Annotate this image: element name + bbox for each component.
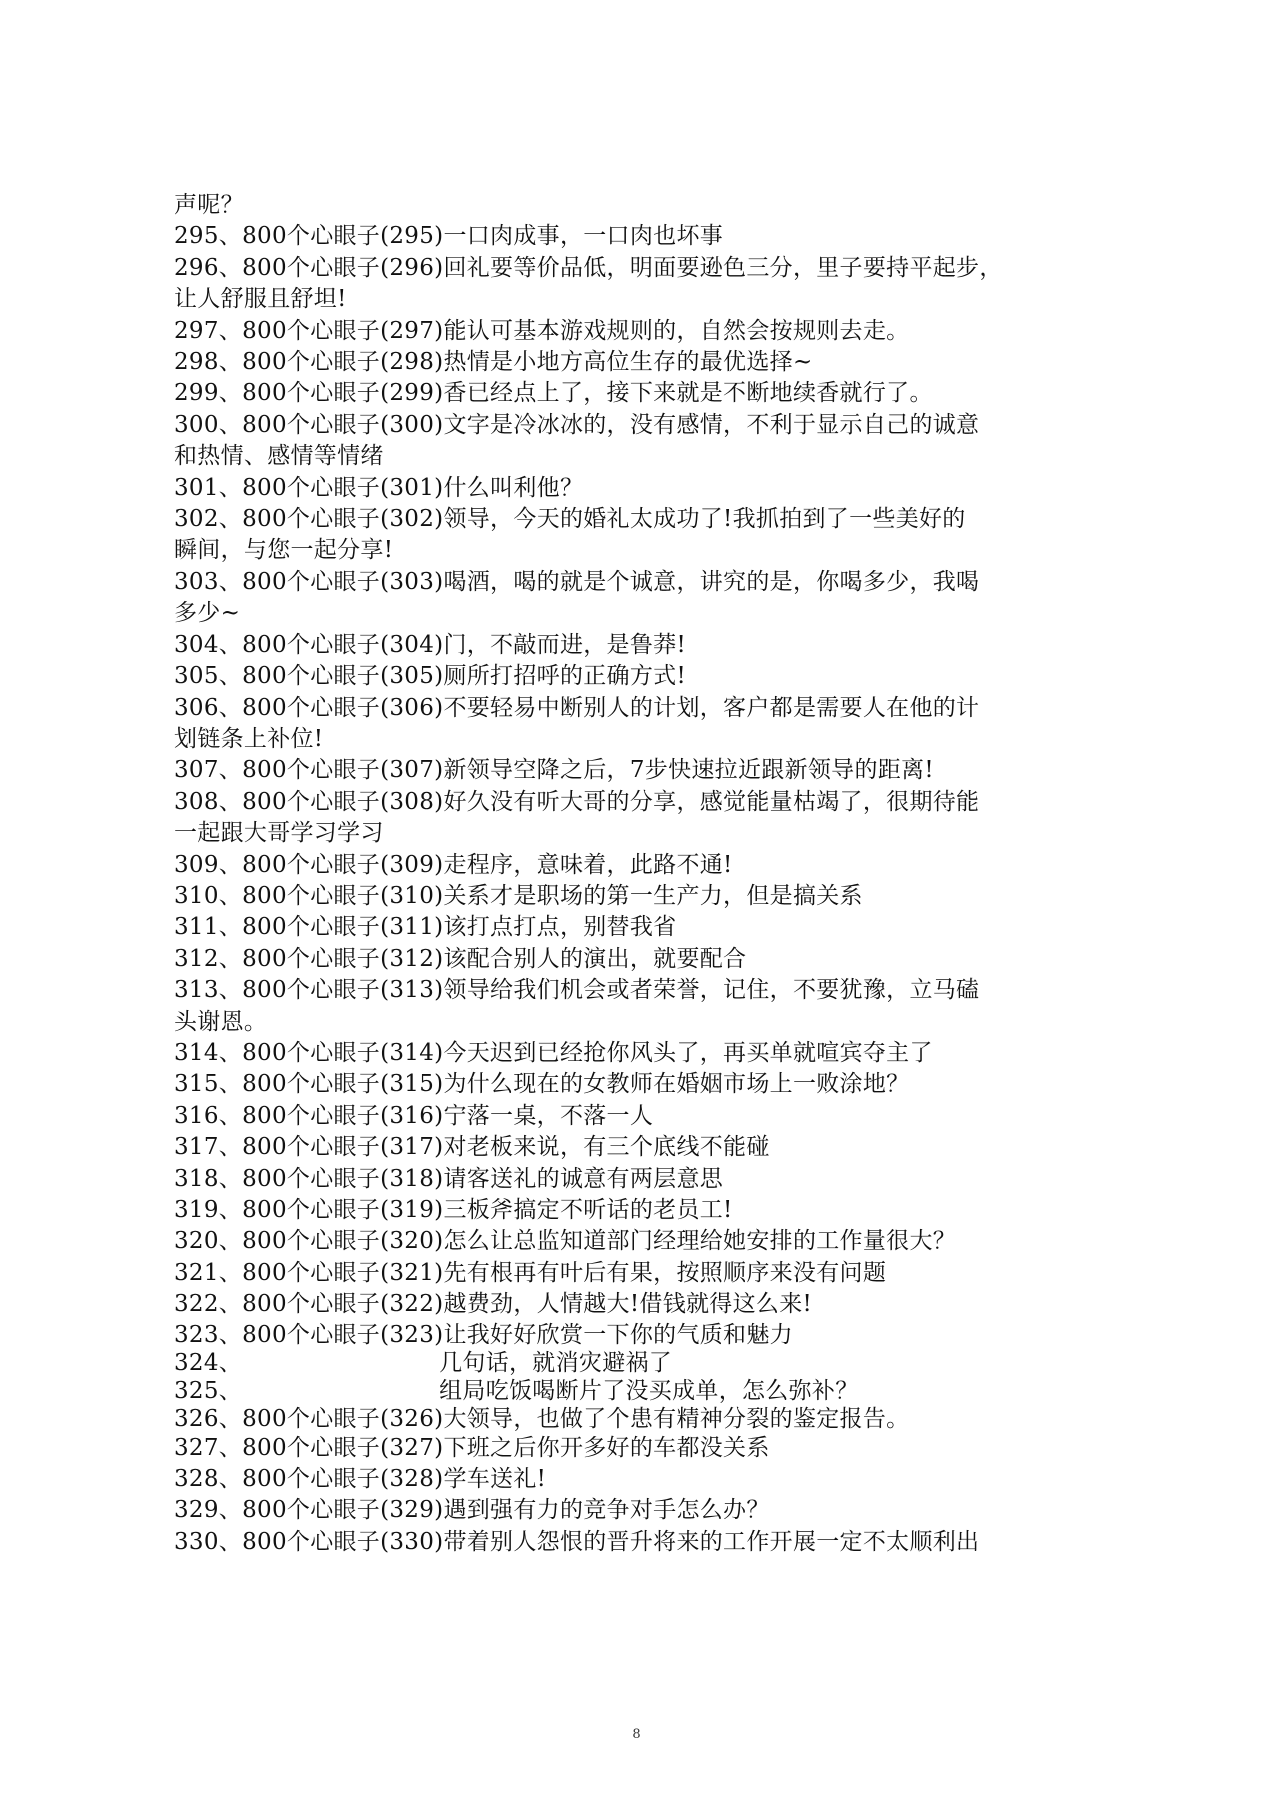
list-item xyxy=(174,1164,1044,1195)
list-item xyxy=(174,1069,1044,1100)
line-text: 299、800个心眼子(299)香已经点上了，接下来就是不断地续香就行了。 xyxy=(174,380,933,407)
list-item xyxy=(174,1226,1044,1257)
list-item xyxy=(174,253,1044,284)
line-text: 声呢？ xyxy=(174,192,244,218)
list-item xyxy=(174,1289,1044,1320)
line-number: 324、 xyxy=(174,1349,243,1376)
line-text: 311、800个心眼子(311)该打点打点，别替我省 xyxy=(174,914,677,941)
list-item xyxy=(174,1258,1044,1289)
list-item xyxy=(174,378,1044,409)
list-item xyxy=(174,1321,1044,1349)
line-text: 306、800个心眼子(306)不要轻易中断别人的计划，客户都是需要人在他的计 xyxy=(174,694,980,721)
line-text: 297、800个心眼子(297)能认可基本游戏规则的，自然会按规则去走。 xyxy=(174,317,910,344)
list-item xyxy=(174,975,1044,1006)
document-body xyxy=(174,190,1044,1558)
list-item xyxy=(174,1101,1044,1132)
line-text: 和热情、感情等情绪 xyxy=(174,443,384,470)
line-text: 316、800个心眼子(316)宁落一桌，不落一人 xyxy=(174,1102,654,1129)
list-item-continuation xyxy=(174,818,1044,849)
list-item xyxy=(174,1038,1044,1069)
list-item-continuation xyxy=(174,1007,1044,1038)
list-item xyxy=(174,504,1044,535)
line-text: 328、800个心眼子(328)学车送礼! xyxy=(174,1466,547,1493)
line-number: 325、 xyxy=(174,1377,243,1404)
line-text: 305、800个心眼子(305)厕所打招呼的正确方式! xyxy=(174,663,686,690)
line-text: 327、800个心眼子(327)下班之后你开多好的车都没关系 xyxy=(174,1434,770,1461)
list-item xyxy=(174,850,1044,881)
list-item xyxy=(174,1433,1044,1464)
line-text: 318、800个心眼子(318)请客送礼的诚意有两层意思 xyxy=(174,1165,724,1192)
line-text: 302、800个心眼子(302)领导，今天的婚礼太成功了!我抓拍到了一些美好的 xyxy=(174,506,966,533)
list-item xyxy=(174,912,1044,943)
list-item-continuation xyxy=(174,535,1044,566)
list-item xyxy=(174,693,1044,724)
line-text: 瞬间，与您一起分享! xyxy=(174,537,394,564)
list-item-continuation xyxy=(174,441,1044,472)
list-item xyxy=(174,1495,1044,1526)
list-item-continuation xyxy=(174,284,1044,315)
page-number: 8 xyxy=(632,1727,641,1742)
list-item xyxy=(174,221,1044,252)
line-text: 323、800个心眼子(323)让我好好欣赏一下你的气质和魅力 xyxy=(174,1321,793,1348)
line-text: 划链条上补位! xyxy=(174,725,324,752)
line-text: 321、800个心眼子(321)先有根再有叶后有果，按照顺序来没有问题 xyxy=(174,1259,887,1286)
line-text: 329、800个心眼子(329)遇到强有力的竞争对手怎么办？ xyxy=(174,1497,770,1524)
line-text: 314、800个心眼子(314)今天迟到已经抢你风头了，再买单就喧宾夺主了 xyxy=(174,1039,933,1066)
line-text: 330、800个心眼子(330)带着别人怨恨的晋升将来的工作开展一定不太顺利出 xyxy=(174,1528,980,1555)
list-item xyxy=(174,1405,1044,1433)
line-text: 312、800个心眼子(312)该配合别人的演出，就要配合 xyxy=(174,945,747,972)
line-text: 307、800个心眼子(307)新领导空降之后，7步快速拉近跟新领导的距离! xyxy=(174,757,934,784)
list-item xyxy=(174,316,1044,347)
line-text: 317、800个心眼子(317)对老板来说，有三个底线不能碰 xyxy=(174,1134,770,1161)
line-text: 310、800个心眼子(310)关系才是职场的第一生产力，但是搞关系 xyxy=(174,882,863,909)
list-item xyxy=(174,347,1044,378)
line-text: 319、800个心眼子(319)三板斧搞定不听话的老员工! xyxy=(174,1197,733,1223)
line-text: 322、800个心眼子(322)越费劲，人情越大!借钱就得这么来! xyxy=(174,1291,813,1318)
list-item xyxy=(174,567,1044,598)
line-text: 304、800个心眼子(304)门，不敲而进，是鲁莽! xyxy=(174,631,686,658)
line-text: 301、800个心眼子(301)什么叫利他？ xyxy=(174,474,584,501)
list-item-partial xyxy=(174,1349,1044,1377)
line-text: 303、800个心眼子(303)喝酒，喝的就是个诚意，讲究的是，你喝多少，我喝 xyxy=(174,568,980,595)
list-item xyxy=(174,1527,1044,1558)
line-text: 让人舒服且舒坦! xyxy=(174,286,347,313)
list-item xyxy=(174,881,1044,912)
list-item xyxy=(174,1132,1044,1163)
line-text: 298、800个心眼子(298)热情是小地方高位生存的最优选择~ xyxy=(174,349,813,376)
line-text: 326、800个心眼子(326)大领导，也做了个患有精神分裂的鉴定报告。 xyxy=(174,1405,910,1432)
line-text: 一起跟大哥学习学习 xyxy=(174,820,384,847)
line-text: 296、800个心眼子(296)回礼要等价品低，明面要逊色三分，里子要持平起步， xyxy=(174,254,1003,281)
list-item xyxy=(174,755,1044,786)
line-text: 320、800个心眼子(320)怎么让总监知道部门经理给她安排的工作量很大？ xyxy=(174,1228,957,1255)
list-item-partial xyxy=(174,1377,1044,1405)
list-item xyxy=(174,944,1044,975)
line-text: 头谢恩。 xyxy=(174,1008,268,1035)
line-text: 313、800个心眼子(313)领导给我们机会或者荣誉，记住，不要犹豫，立马磕 xyxy=(174,977,980,1004)
list-item xyxy=(174,787,1044,818)
list-item xyxy=(174,410,1044,441)
list-item xyxy=(174,661,1044,692)
line-text: 309、800个心眼子(309)走程序，意味着，此路不通! xyxy=(174,851,733,878)
line-text: 300、800个心眼子(300)文字是冷冰冰的，没有感情，不利于显示自己的诚意 xyxy=(174,411,980,438)
text-line xyxy=(174,190,1044,221)
list-item xyxy=(174,630,1044,661)
list-item-continuation xyxy=(174,724,1044,755)
line-text: 组局吃饭喝断片了没买成单，怎么弥补？ xyxy=(439,1377,859,1404)
list-item xyxy=(174,1464,1044,1495)
list-item xyxy=(174,473,1044,504)
list-item xyxy=(174,1195,1044,1226)
line-text: 295、800个心眼子(295)一口肉成事，一口肉也坏事 xyxy=(174,223,724,250)
line-text: 多少~ xyxy=(174,600,241,627)
line-text: 315、800个心眼子(315)为什么现在的女教师在婚姻市场上一败涂地？ xyxy=(174,1071,910,1098)
list-item-continuation xyxy=(174,598,1044,629)
line-text: 308、800个心眼子(308)好久没有听大哥的分享，感觉能量枯竭了，很期待能 xyxy=(174,788,980,815)
line-text: 几句话，就消灾避祸了 xyxy=(439,1349,673,1376)
